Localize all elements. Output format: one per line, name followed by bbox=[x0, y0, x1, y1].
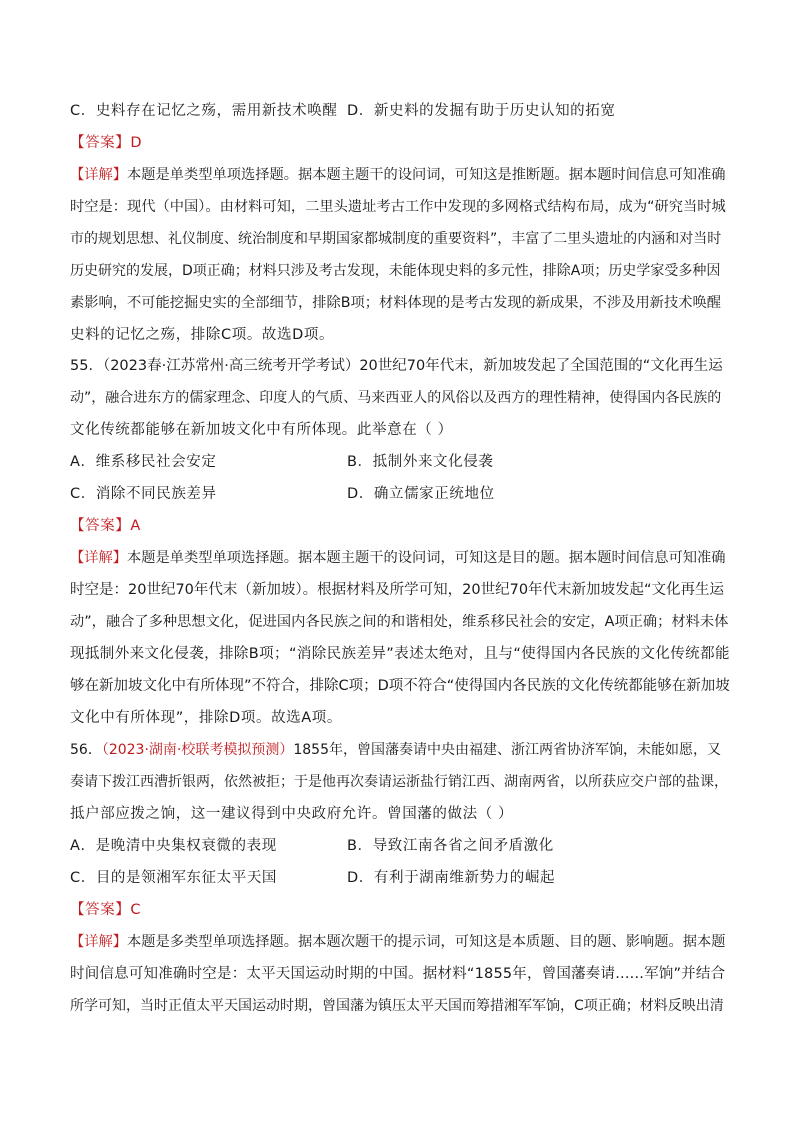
answer-value: D bbox=[130, 135, 143, 151]
detail-text: 本题是单类型单项选择题。据本题主题干的设问词，可知这是推断题。据本题时间信息可知准确 bbox=[127, 167, 726, 183]
answer-tag: 【答案】 bbox=[70, 518, 131, 534]
detail-line: 素影响，不可能挖掘史实的全部细节，排除B项；材料体现的是考古发现的新成果，不涉及用新技术唤醒 bbox=[70, 295, 722, 311]
answer-line bbox=[70, 133, 730, 153]
detail-line: 时空是：现代（中国）。由材料可知，二里头遗址考古工作中发现的多网格式结构布局，成为“研究当时城 bbox=[70, 199, 726, 215]
detail-line: 时间信息可知准确时空是：太平天国运动时期的中国。据材料“1855年，曾国藩奏请......军饷”并结合 bbox=[70, 966, 726, 982]
answer-tag: 【答案】 bbox=[70, 902, 131, 918]
detail-line: 现抵制外来文化侵袭，排除B项；“消除民族差异”表述太绝对，且与“使得国内各民族的文化传统都能 bbox=[70, 646, 730, 662]
answer-line bbox=[70, 900, 730, 920]
option-d: D．确立儒家正统地位 bbox=[347, 486, 495, 502]
question-source: （2023·湖南·校联考模拟预测） bbox=[101, 742, 294, 758]
detail-text: 本题是多类型单项选择题。据本题次题干的提示词，可知这是本质题、目的题、影响题。据本题 bbox=[127, 934, 726, 950]
detail-line: 时空是：20世纪70年代末（新加坡）。根据材料及所学可知，20世纪70年代末新加坡发起“文化再生运 bbox=[70, 582, 725, 598]
option-b: B．抵制外来文化侵袭 bbox=[347, 454, 494, 470]
question-stem: 抵户部应拨之饷，这一建议得到中央政府允许。曾国藩的做法（ ） bbox=[70, 806, 514, 822]
option-c: C．消除不同民族差异 bbox=[70, 486, 217, 502]
detail-line: 动”，融合了多种思想文化，促进国内各民族之间的和谐相处，维系移民社会的安定，A项正确；材料未体 bbox=[70, 614, 729, 630]
answer-line bbox=[70, 516, 730, 536]
answer-tag: 【答案】 bbox=[70, 135, 131, 151]
detail-tag: 【详解】 bbox=[70, 550, 128, 566]
question-number: 56． bbox=[70, 742, 102, 758]
question-stem: 文化传统都能够在新加坡文化中有所体现。此举意在（ ） bbox=[70, 422, 453, 438]
option-a: A．是晚清中央集权衰微的表现 bbox=[70, 838, 277, 854]
answer-value: C bbox=[130, 902, 142, 918]
question-stem-text: 1855年，曾国藩奏请中央由福建、浙江两省协济军饷，未能如愿，又 bbox=[293, 742, 721, 758]
detail-line bbox=[70, 165, 730, 185]
option-c: C．史料存在记忆之殇，需用新技术唤醒 bbox=[70, 103, 338, 119]
detail-text: 本题是单类型单项选择题。据本题主题干的设问词，可知这是目的题。据本题时间信息可知准确 bbox=[127, 550, 726, 566]
detail-line: 市的规划思想、礼仪制度、统治制度和早期国家都城制度的重要资料”，丰富了二里头遗址的内涵和对当时 bbox=[70, 231, 722, 247]
detail-line: 历史研究的发展，D项正确；材料只涉及考古发现，未能体现史料的多元性，排除A项；历史学家受多种因 bbox=[70, 263, 721, 279]
detail-tag: 【详解】 bbox=[70, 934, 128, 950]
question-stem bbox=[70, 740, 730, 760]
detail-tag: 【详解】 bbox=[70, 167, 128, 183]
option-a: A．维系移民社会安定 bbox=[70, 454, 217, 470]
question-stem: 动”，融合进东方的儒家理念、印度人的气质、马来西亚人的风俗以及西方的理性精神，使得国内各民族的 bbox=[70, 390, 722, 406]
detail-line bbox=[70, 932, 730, 952]
question-stem: 55．（2023春·江苏常州·高三统考开学考试）20世纪70年代末，新加坡发起了全国范围的“文化再生运 bbox=[70, 358, 723, 374]
option-d: D．有利于湖南维新势力的崛起 bbox=[347, 870, 556, 886]
option-b: B．导致江南各省之间矛盾激化 bbox=[347, 838, 554, 854]
detail-line: 够在新加坡文化中有所体现”不符合，排除C项；D项不符合“使得国内各民族的文化传统都能够在新加坡 bbox=[70, 678, 730, 694]
detail-line: 史料的记忆之殇，排除C项。故选D项。 bbox=[70, 327, 335, 343]
question-stem: 奏请下拨江西漕折银两，依然被拒；于是他再次奏请运浙盐行销江西、湖南两省，以所获应交户部的盐课， bbox=[70, 774, 728, 790]
answer-value: A bbox=[130, 518, 141, 534]
option-c: C．目的是领湘军东征太平天国 bbox=[70, 870, 278, 886]
option-d: D．新史料的发掘有助于历史认知的拓宽 bbox=[347, 103, 616, 119]
detail-line bbox=[70, 548, 730, 568]
detail-line: 所学可知，当时正值太平天国运动时期，曾国藩为镇压太平天国而筹措湘军军饷，C项正确；材料反映出清 bbox=[70, 998, 724, 1014]
detail-line: 文化中有所体现”，排除D项。故选A项。 bbox=[70, 710, 342, 726]
